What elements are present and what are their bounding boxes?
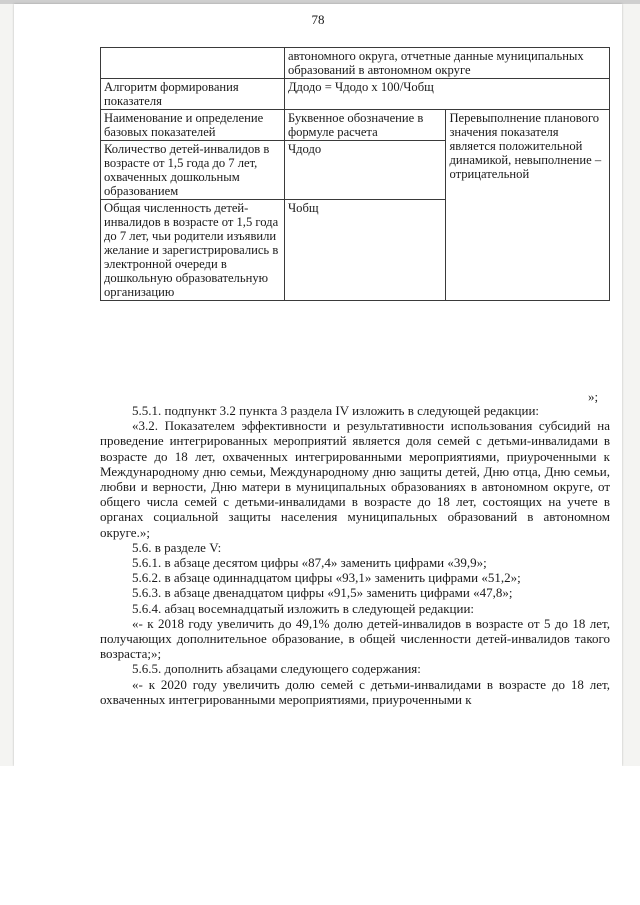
table-cell [101,48,285,79]
table-cell: Буквенное обозначение в формуле расчета [284,110,445,141]
table-cell: Общая численность детей-инвалидов в возрасте от 1,5 года до 7 лет, чьи родители изъявили желание и зарегистрировались в электронной очереди в дошкольную образовательную организацию [101,200,285,301]
paragraph: 5.6.3. в абзаце двенадцатом цифры «91,5» заменить цифрами «47,8»; [132,585,513,601]
table-row [101,79,610,110]
table-cell: автономного округа, отчетные данные муниципальных образований в автономном округе [284,48,609,79]
document-page [14,4,622,766]
table-cell: Алгоритм формирования показателя [101,79,285,110]
paragraph: 5.6.2. в абзаце одиннадцатом цифры «93,1» заменить цифрами «51,2»; [132,570,521,586]
paragraph: «- к 2020 году увеличить долю семей с детьми-инвалидами в возрасте до 18 лет, охваченных интегрированными мероприятиями, приуроченными к [100,676,610,707]
table-closing-quote: »; [588,389,599,404]
table-cell: Ддодо = Чдодо х 100/Чобщ [284,79,609,110]
blank-bottom-margin [0,766,640,905]
paragraph: 5.6.5. дополнить абзацами следующего содержания: [132,661,421,677]
paragraph: «3.2. Показателем эффективности и результативности использования субсидий на проведение интегрированных мероприятий является доля семей с детьми-инвалидами в возрасте до 18 лет, охваченных интегрированными мероприятиями, приуроченными к Международному дню семьи, Международному дню защиты детей, Дню отца, Дню семьи, любви и верности, Дню матери в муниципальных образованиях в автономном округе, от общего числа семей с детьми-инвалидами в возрасте до 18 лет, состоящих на учете в органах социальной защиты населения муниципальных образований в автономном округе.»; [100,418,610,540]
table-cell: Чдодо [284,141,445,200]
paragraph: 5.6. в разделе V: [132,539,222,555]
table-cell: Количество детей-инвалидов в возрасте от 1,5 года до 7 лет, охваченных дошкольным образованием [101,141,285,200]
paragraph: 5.6.1. в абзаце десятом цифры «87,4» заменить цифрами «39,9»; [132,555,487,571]
table-cell-note: Перевыполнение планового значения показателя является положительной динамикой, невыполнение – отрицательной [446,110,610,301]
table-cell: Чобщ [284,200,445,301]
paragraph: «- к 2018 году увеличить до 49,1% долю детей-инвалидов в возрасте от 5 до 18 лет, получающих дополнительное образование, в общей численности детей-инвалидов такого возраста;»; [100,615,610,662]
table-row [101,110,610,141]
paragraph: 5.5.1. подпункт 3.2 пункта 3 раздела IV изложить в следующей редакции: [132,403,540,418]
body-text [100,403,610,707]
indicator-table [100,47,610,301]
table-cell: Наименование и определение базовых показателей [101,110,285,141]
table-row [101,48,610,79]
paragraph: 5.6.4. абзац восемнадцатый изложить в следующей редакции: [132,600,475,616]
page-number: 78 [311,12,325,27]
